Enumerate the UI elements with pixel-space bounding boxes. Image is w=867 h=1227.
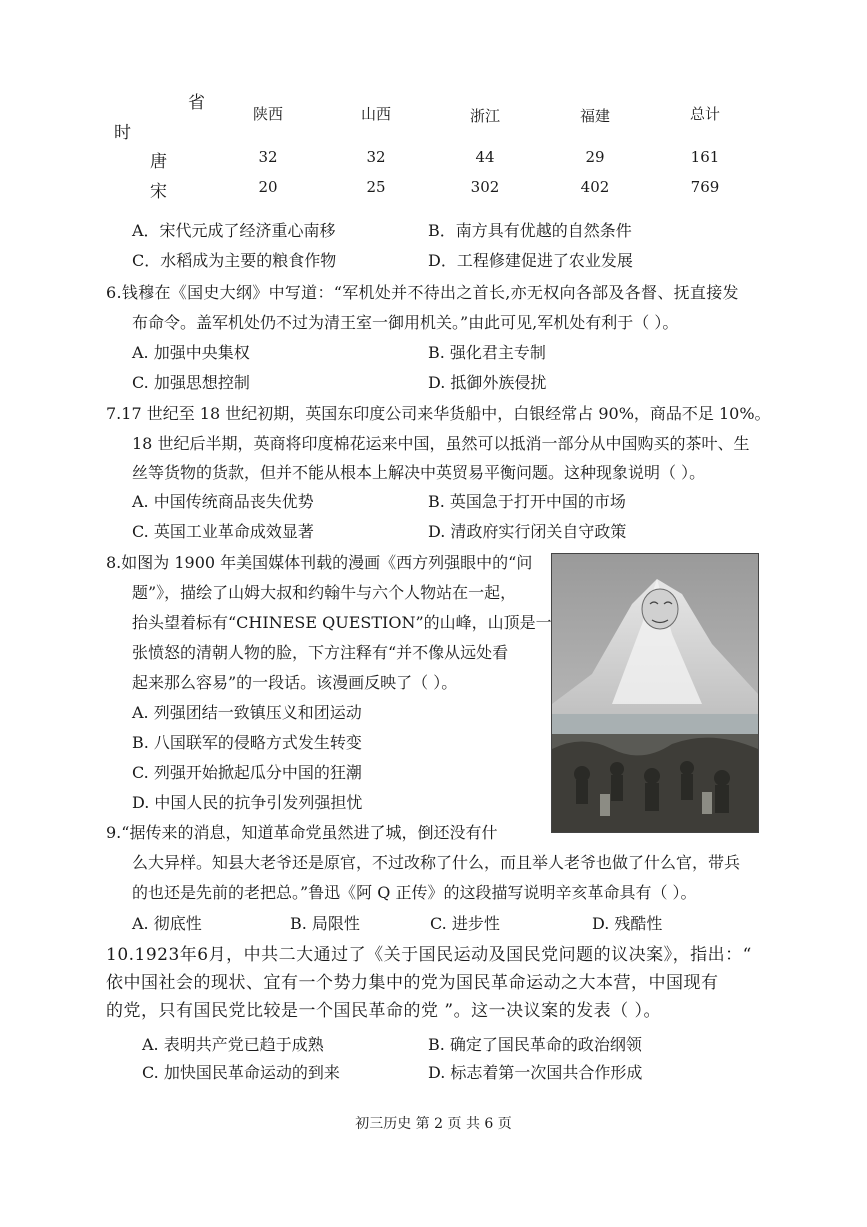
table-corner-top: 省 — [188, 93, 205, 113]
table-row-label: 唐 — [150, 152, 167, 172]
q10-stem-line1: 10.1923年6月，中共二大通过了《关于国民运动及国民党问题的议决案》，指出：“ — [106, 945, 752, 965]
q8-stem-line3: 抬头望着标有“CHINESE QUESTION”的山峰，山顶是一 — [132, 613, 552, 632]
mountain-cartoon-illustration — [552, 554, 758, 832]
q5-option-a: A．宋代元成了经济重心南移 — [132, 221, 336, 240]
q8-stem-line2: 题”》，描绘了山姆大叔和约翰牛与六个人物站在一起， — [132, 583, 517, 602]
q10-stem-line2: 依中国社会的现状、宜有一个势力集中的党为国民革命运动之大本营，中国现有 — [106, 973, 719, 993]
table-corner-bottom: 时 — [114, 123, 131, 143]
q6-option-d: D. 抵御外族侵扰 — [428, 373, 547, 392]
table-row-label: 宋 — [150, 182, 167, 202]
q7-stem-line1: 7.17 世纪至 18 世纪初期，英国东印度公司来华货船中，白银经常占 90%，商品不足 10%。 — [106, 404, 771, 423]
q9-stem-line1: 9.“据传来的消息，知道革命党虽然进了城，倒还没有什 — [106, 823, 498, 842]
q6-stem-line1: 6.钱穆在《国史大纲》中写道：“军机处并不待出之首长,亦无权向各部及各督、抚直接发 — [106, 283, 739, 302]
q9-stem-line2: 么大异样。知县大老爷还是原官，不过改称了什么，而且举人老爷也做了什么官，带兵 — [132, 853, 741, 872]
q10-option-d: D. 标志着第一次国共合作形成 — [428, 1063, 643, 1082]
table-cell: 25 — [366, 178, 386, 196]
q9-option-c: C. 进步性 — [430, 914, 500, 933]
q9-option-d: D. 残酷性 — [592, 914, 663, 933]
q9-option-a: A. 彻底性 — [132, 914, 202, 933]
table-header: 山西 — [360, 105, 391, 123]
q8-option-a: A. 列强团结一致镇压义和团运动 — [132, 703, 362, 722]
q8-stem-line4: 张愤怒的清朝人物的脸，下方注释有“并不像从远处看 — [132, 643, 509, 662]
table-header: 浙江 — [469, 107, 500, 125]
table-cell: 20 — [258, 178, 278, 196]
q10-option-a: A. 表明共产党已趋于成熟 — [142, 1035, 324, 1054]
table-cell: 402 — [580, 178, 610, 196]
table-cell: 302 — [470, 178, 500, 196]
q5-option-c: C．水稻成为主要的粮食作物 — [132, 251, 337, 270]
table-cell: 769 — [690, 178, 720, 196]
q10-stem-line3: 的党，只有国民党比较是一个国民革命的党 ”。这一决议案的发表（ ）。 — [106, 1001, 661, 1021]
q5-option-d: D．工程修建促进了农业发展 — [428, 251, 633, 270]
q7-option-d: D. 清政府实行闭关自守政策 — [428, 522, 627, 541]
q8-option-d: D. 中国人民的抗争引发列强担忧 — [132, 793, 363, 812]
table-header: 陕西 — [252, 105, 283, 123]
q7-option-a: A. 中国传统商品丧失优势 — [132, 492, 314, 511]
q10-option-c: C. 加快国民革命运动的到来 — [142, 1063, 340, 1082]
q9-option-b: B. 局限性 — [290, 914, 360, 933]
table-header: 总计 — [689, 105, 720, 123]
page-footer: 初三历史 第 2 页 共 6 页 — [355, 1116, 512, 1132]
q6-option-b: B. 强化君主专制 — [428, 343, 546, 362]
q9-stem-line3: 的也还是先前的老把总。”鲁迅《阿 Q 正传》的这段描写说明辛亥革命具有（ ）。 — [132, 883, 697, 902]
q7-option-c: C. 英国工业革命成效显著 — [132, 522, 314, 541]
q6-option-a: A. 加强中央集权 — [132, 343, 250, 362]
q7-option-b: B. 英国急于打开中国的市场 — [428, 492, 626, 511]
table-cell: 32 — [366, 148, 386, 166]
q5-option-b: B．南方具有优越的自然条件 — [428, 221, 632, 240]
q8-stem-line5: 起来那么容易”的一段话。该漫画反映了（ ）。 — [132, 673, 458, 692]
table-cell: 44 — [475, 148, 495, 166]
q8-option-c: C. 列强开始掀起瓜分中国的狂潮 — [132, 763, 362, 782]
cartoon-image — [551, 553, 759, 833]
q8-option-b: B. 八国联军的侵略方式发生转变 — [132, 733, 362, 752]
table-cell: 161 — [690, 148, 720, 166]
q6-option-c: C. 加强思想控制 — [132, 373, 250, 392]
table-header: 福建 — [579, 107, 610, 125]
q6-stem-line2: 布命令。盖军机处仍不过为清王室一御用机关。”由此可见,军机处有利于（ ）。 — [132, 313, 679, 332]
q7-stem-line2: 18 世纪后半期，英商将印度棉花运来中国，虽然可以抵消一部分从中国购买的茶叶、生 — [132, 434, 750, 453]
q7-stem-line3: 丝等货物的货款，但并不能从根本上解决中英贸易平衡问题。这种现象说明（ ）。 — [132, 463, 706, 482]
q10-option-b: B. 确定了国民革命的政治纲领 — [428, 1035, 642, 1054]
q8-stem-line1: 8.如图为 1900 年美国媒体刊载的漫画《西方列强眼中的“问 — [106, 553, 533, 572]
table-cell: 32 — [258, 148, 278, 166]
table-cell: 29 — [585, 148, 605, 166]
